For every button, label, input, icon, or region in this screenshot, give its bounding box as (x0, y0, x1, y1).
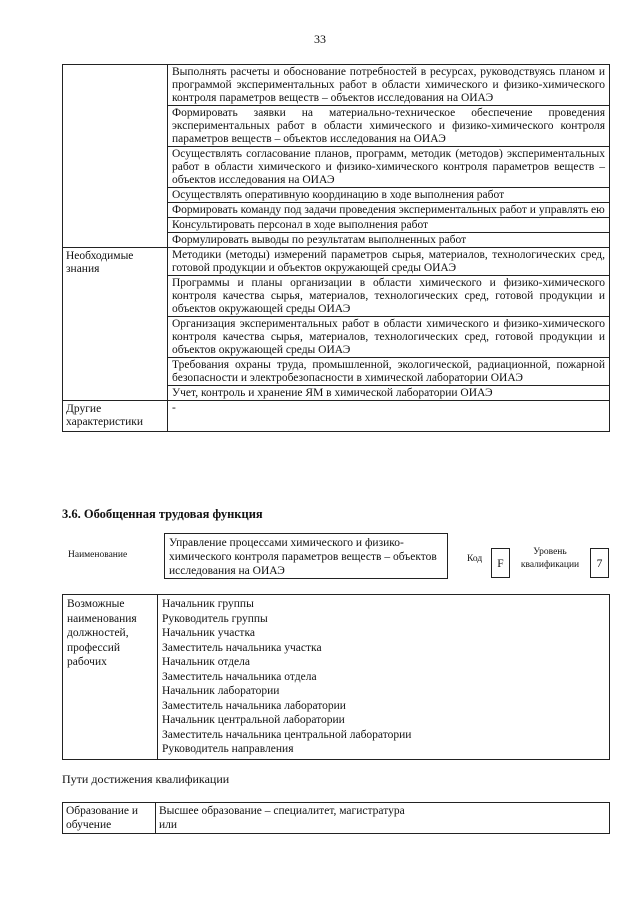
code-value: F (491, 548, 510, 578)
education-line: или (159, 819, 178, 831)
knowledge-label: Необходимые знания (63, 248, 168, 401)
other-characteristics-value: - (168, 401, 610, 432)
qualification-level-label: Уровень квалификации (520, 547, 580, 570)
page-number: 33 (314, 32, 326, 46)
labor-actions-table (62, 64, 610, 432)
section-title: 3.6. Обобщенная трудовая функция (62, 507, 263, 521)
education-label: Образование и обучение (63, 803, 156, 834)
position-item: Руководитель направления (162, 743, 294, 755)
qualification-paths-title: Пути достижения квалификации (62, 772, 230, 786)
name-label: Наименование (68, 550, 128, 560)
education-value (156, 803, 610, 834)
knowledge-item: Программы и планы организации в области химического и физико-химического контроля качества сырья, материалов, технологических сред, готовой продукции и объектов окружающей среды ОИАЭ (168, 276, 610, 317)
qualification-level-value: 7 (590, 548, 609, 578)
education-line: Высшее образование – специалитет, магистратура (159, 805, 405, 817)
position-item: Начальник отдела (162, 656, 250, 668)
knowledge-item: Требования охраны труда, промышленной, экологической, радиационной, пожарной безопасности и электробезопасности в химической лаборатории ОИАЭ (168, 358, 610, 386)
action-item: Формировать команду под задачи проведения экспериментальных работ и управлять ею (168, 203, 610, 218)
position-item: Начальник группы (162, 598, 254, 610)
action-item: Формулировать выводы по результатам выполненных работ (168, 233, 610, 248)
position-item: Начальник участка (162, 627, 255, 639)
action-item: Выполнять расчеты и обоснование потребностей в ресурсах, руководствуясь планом и программой экспериментальных работ в области химического и физико-химического контроля параметров веществ – объектов исследования на ОИАЭ (168, 65, 610, 106)
action-item: Осуществлять согласование планов, программ, методик (методов) экспериментальных работ в области химического и физико-химического контроля параметров веществ – объектов исследования на ОИАЭ (168, 147, 610, 188)
positions-list (158, 595, 610, 760)
code-label: Код (467, 554, 483, 564)
education-table (62, 802, 610, 834)
position-item: Заместитель начальника отдела (162, 670, 317, 683)
knowledge-item: Учет, контроль и хранение ЯМ в химической лаборатории ОИАЭ (168, 386, 610, 401)
position-item: Начальник центральной лаборатории (162, 714, 345, 726)
position-item: Заместитель начальника центральной лаборатории (162, 728, 412, 741)
position-item: Руководитель группы (162, 612, 268, 625)
action-item: Консультировать персонал в ходе выполнения работ (168, 218, 610, 233)
function-name-box: Управление процессами химического и физико-химического контроля параметров веществ – объектов исследования на ОИАЭ (164, 533, 448, 579)
position-item: Начальник лаборатории (162, 685, 280, 697)
knowledge-item: Методики (методы) измерений параметров сырья, материалов, технологических сред, готовой продукции и объектов окружающей среды ОИАЭ (168, 248, 610, 276)
action-item: Осуществлять оперативную координацию в ходе выполнения работ (168, 188, 610, 203)
positions-label: Возможные наименования должностей, профессий рабочих (63, 595, 158, 760)
knowledge-item: Организация экспериментальных работ в области химического и физико-химического контроля качества сырья, материалов, технологических сред, готовой продукции и объектов окружающей среды ОИАЭ (168, 317, 610, 358)
positions-table (62, 594, 610, 760)
position-item: Заместитель начальника лаборатории (162, 699, 346, 712)
action-item: Формировать заявки на материально-техническое обеспечение проведения экспериментальных работ в области химического и физико-химического контроля параметров веществ – объектов исследования на ОИАЭ (168, 106, 610, 147)
position-item: Заместитель начальника участка (162, 641, 322, 654)
empty-label-cell (63, 65, 168, 248)
other-characteristics-label: Другие характеристики (63, 401, 168, 432)
